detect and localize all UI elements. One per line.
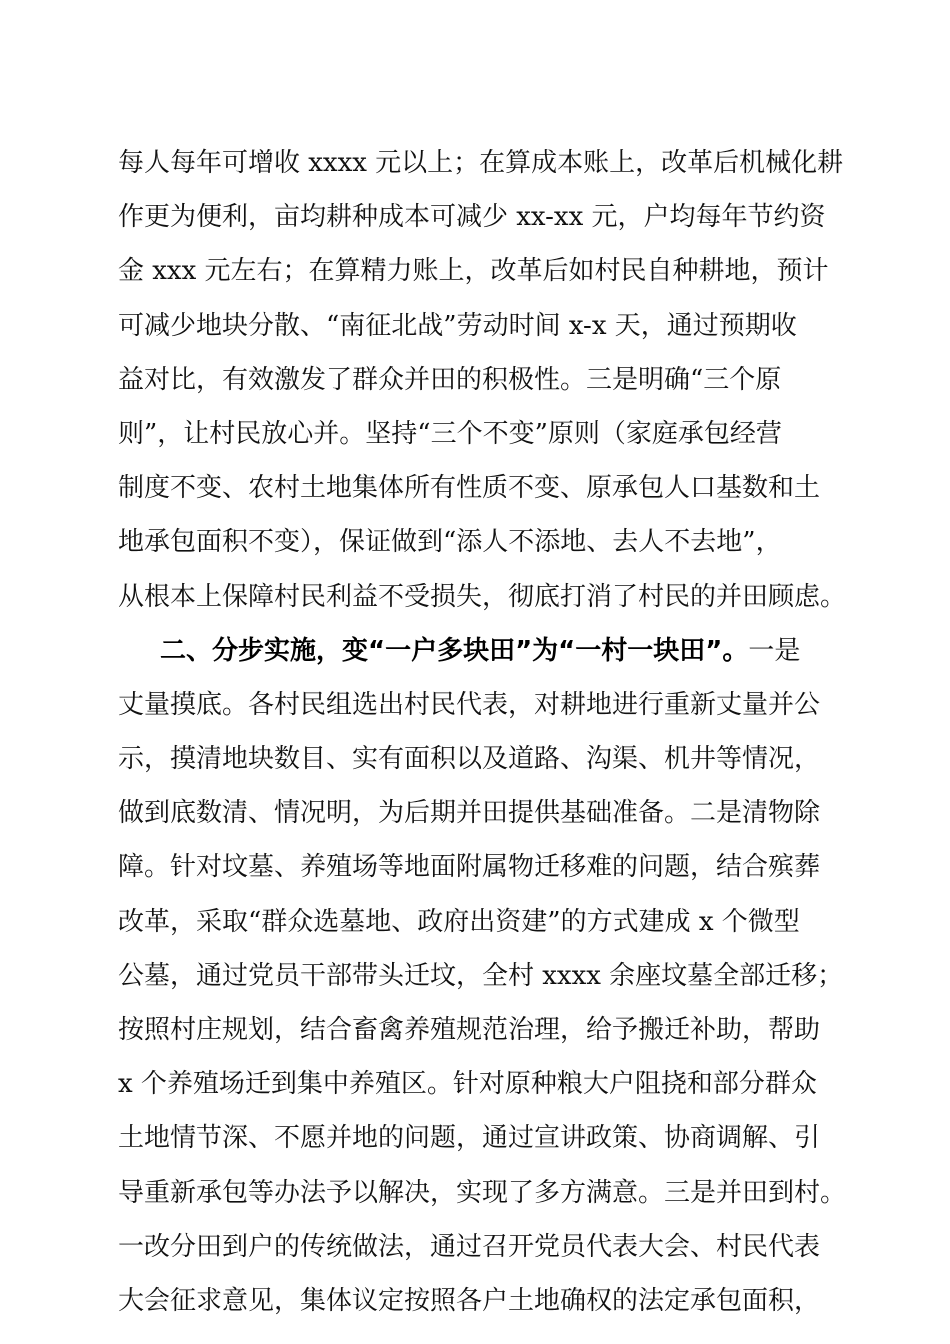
paragraph-line: 示，摸清地块数目、实有面积以及道路、沟渠、机井等情况， — [118, 744, 821, 775]
paragraph-line: 从根本上保障村民利益不受损失，彻底打消了村民的并田顾虑。 — [118, 581, 847, 612]
paragraph-line: 每人每年可增收 xxxx 元以上；在算成本账上，改革后机械化耕 — [118, 148, 844, 178]
paragraph-line: 土地情节深、不愿并地的问题，通过宣讲政策、协商调解、引 — [118, 1123, 821, 1154]
paragraph-line: 公墓，通过党员干部带头迁坟，全村 xxxx 余座坟墓全部迁移； — [118, 960, 844, 991]
paragraph-line: 一改分田到户的传统做法，通过召开党员代表大会、村民代表 — [118, 1231, 821, 1262]
paragraph-line: 益对比，有效激发了群众并田的积极性。三是明确“三个原 — [118, 364, 782, 395]
paragraph-line: 制度不变、农村土地集体所有性质不变、原承包人口基数和土 — [118, 473, 821, 504]
section-first-line — [118, 624, 838, 678]
paragraph-line: x 个养殖场迁到集中养殖区。针对原种粮大户阻挠和部分群众 — [118, 1069, 817, 1100]
paragraph-line: 则”，让村民放心并。坚持“三个不变”原则（家庭承包经营 — [118, 418, 782, 449]
paragraph-line: 按照村庄规划，结合畜禽养殖规范治理，给予搬迁补助，帮助 — [118, 1015, 821, 1045]
paragraph-line: 作更为便利，亩均耕种成本可减少 xx-xx 元，户均每年节约资 — [118, 202, 826, 233]
paragraph-line: 地承包面积不变），保证做到“添人不添地、去人不去地”， — [118, 527, 782, 558]
paragraph-line: 丈量摸底。各村民组选出村民代表，对耕地进行重新丈量并公 — [118, 689, 821, 720]
body-text — [118, 136, 847, 1328]
section-heading: 二、分步实施，变“一户多块田”为“一村一块田”。 — [160, 635, 749, 666]
paragraph-line: 可减少地块分散、“南征北战”劳动时间 x-x 天，通过预期收 — [118, 310, 797, 341]
paragraph-line: 金 xxx 元左右；在算精力账上，改革后如村民自种耕地，预计 — [118, 256, 829, 287]
paragraph-line: 导重新承包等办法予以解决，实现了多方满意。三是并田到村。 — [118, 1177, 847, 1208]
paragraph-line: 障。针对坟墓、养殖场等地面附属物迁移难的问题，结合殡葬 — [118, 852, 821, 883]
section-first-line-rest: 一是 — [748, 635, 801, 666]
paragraph-line: 大会征求意见，集体议定按照各户土地确权的法定承包面积， — [118, 1285, 821, 1316]
paragraph-line: 改革，采取“群众选墓地、政府出资建”的方式建成 x 个微型 — [118, 906, 800, 937]
paragraph-line: 做到底数清、情况明，为后期并田提供基础准备。二是清物除 — [118, 798, 821, 829]
